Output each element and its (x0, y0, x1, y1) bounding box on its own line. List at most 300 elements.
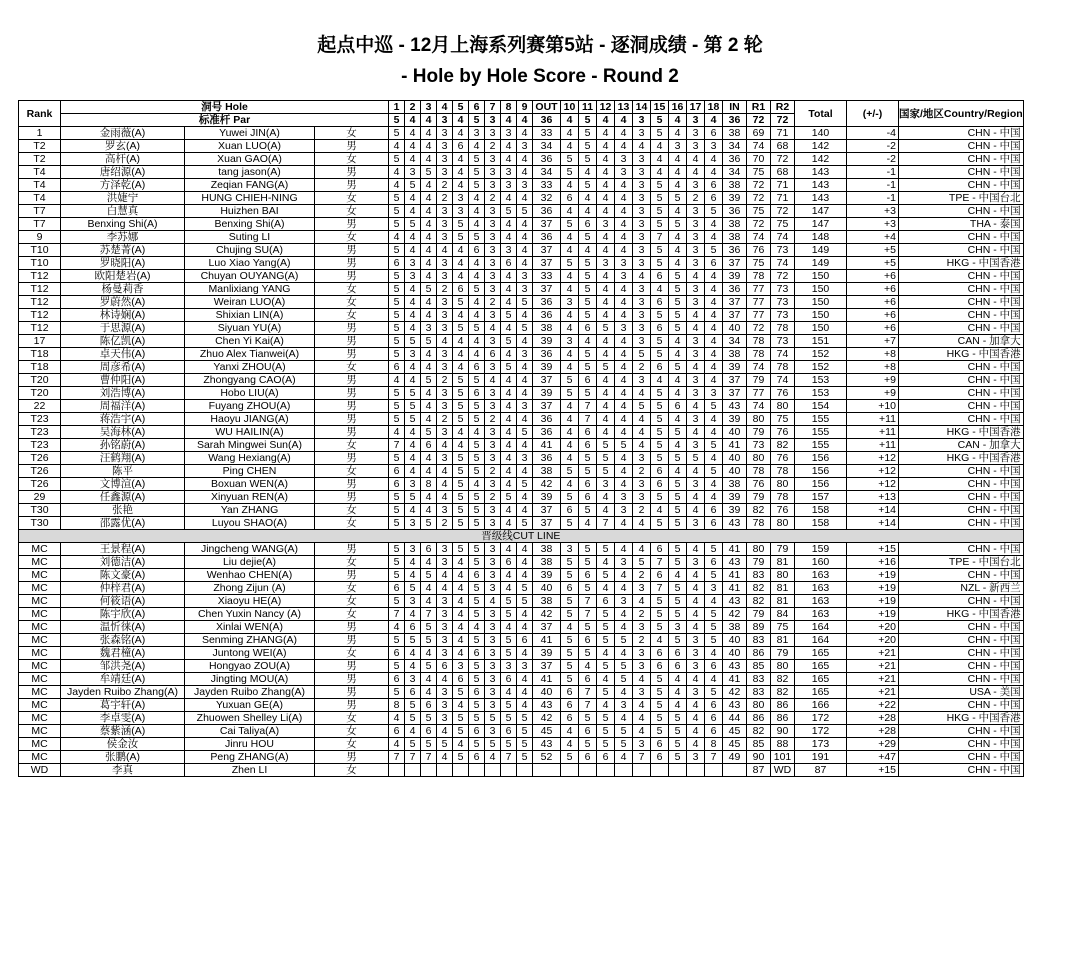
table-cell: 42 (723, 686, 747, 699)
table-cell: 41 (533, 634, 561, 647)
table-cell: +22 (847, 699, 899, 712)
table-cell: 72 (747, 192, 771, 205)
table-cell: 5 (469, 712, 485, 725)
table-cell: +19 (847, 569, 899, 582)
table-cell: 6 (579, 569, 597, 582)
table-cell: 4 (615, 348, 633, 361)
table-cell: 林诗娴(A) (61, 309, 185, 322)
table-cell: 4 (633, 413, 651, 426)
score-table (18, 100, 1024, 777)
table-cell: 5 (389, 543, 405, 556)
table-cell: 3 (485, 387, 501, 400)
table-cell: 75 (747, 205, 771, 218)
table-cell: 牟靖廷(A) (61, 673, 185, 686)
table-cell: 5 (389, 283, 405, 296)
table-cell: 4 (453, 699, 469, 712)
table-cell: 5 (389, 400, 405, 413)
table-cell: 3 (485, 231, 501, 244)
table-cell: 3 (687, 283, 705, 296)
table-cell: 41 (723, 543, 747, 556)
table-cell: MC (19, 699, 61, 712)
table-cell: +8 (847, 361, 899, 374)
table-cell: T18 (19, 361, 61, 374)
table-cell: 4 (561, 309, 579, 322)
table-cell: 4 (561, 348, 579, 361)
table-cell: 4 (687, 361, 705, 374)
table-cell: 38 (723, 218, 747, 231)
table-cell: CHN - 中国 (899, 374, 1024, 387)
table-cell: 5 (469, 491, 485, 504)
table-cell: 38 (723, 127, 747, 140)
table-cell: 38 (533, 465, 561, 478)
table-cell: Benxing Shi(A) (61, 218, 185, 231)
table-cell: T12 (19, 283, 61, 296)
table-cell: 5 (501, 205, 517, 218)
table-cell: 29 (19, 491, 61, 504)
table-cell: 6 (469, 647, 485, 660)
table-cell: WD (19, 764, 61, 777)
hole-number-10: 10 (561, 101, 579, 114)
table-cell: 6 (469, 361, 485, 374)
table-cell: +9 (847, 387, 899, 400)
table-cell: 71 (771, 179, 795, 192)
table-cell: 3 (687, 231, 705, 244)
table-cell: TPE - 中国台北 (899, 556, 1024, 569)
table-cell: 4 (615, 296, 633, 309)
table-cell: 5 (517, 712, 533, 725)
table-cell: 5 (579, 543, 597, 556)
table-cell: 4 (501, 465, 517, 478)
table-cell: T12 (19, 270, 61, 283)
table-cell: 5 (453, 517, 469, 530)
cut-line-label: 晋级线CUT LINE (19, 530, 1024, 543)
table-cell: +14 (847, 517, 899, 530)
table-cell: 3 (437, 166, 453, 179)
table-cell: 4 (437, 244, 453, 257)
table-cell: 5 (453, 374, 469, 387)
table-cell: 5 (517, 595, 533, 608)
table-cell: 5 (469, 504, 485, 517)
table-cell: 男 (315, 348, 389, 361)
table-cell: Luyou SHAO(A) (185, 517, 315, 530)
table-cell: 6 (469, 244, 485, 257)
hole-number-r1: R1 (747, 101, 771, 114)
table-cell: 3 (615, 699, 633, 712)
table-cell: 3 (485, 400, 501, 413)
table-row (19, 595, 1024, 608)
table-cell: 3 (437, 699, 453, 712)
table-cell: 163 (795, 582, 847, 595)
table-cell: 3 (687, 348, 705, 361)
table-cell: 4 (705, 478, 723, 491)
table-cell: 5 (469, 374, 485, 387)
table-cell: 5 (705, 543, 723, 556)
table-row (19, 569, 1024, 582)
table-cell: 女 (315, 309, 389, 322)
table-cell: 3 (597, 257, 615, 270)
table-cell: TPE - 中国台北 (899, 192, 1024, 205)
table-cell (561, 764, 579, 777)
table-cell: 4 (405, 296, 421, 309)
table-cell: 3 (687, 335, 705, 348)
table-cell: Hongyao ZOU(A) (185, 660, 315, 673)
table-cell: USA - 美国 (899, 686, 1024, 699)
table-cell: 5 (501, 595, 517, 608)
table-cell: 4 (421, 452, 437, 465)
table-cell: 75 (771, 218, 795, 231)
table-cell: +28 (847, 725, 899, 738)
table-cell: 37 (723, 309, 747, 322)
table-cell: 5 (651, 712, 669, 725)
table-cell: Xuan LUO(A) (185, 140, 315, 153)
table-cell: 3 (485, 426, 501, 439)
table-cell: 6 (501, 257, 517, 270)
table-cell: +9 (847, 374, 899, 387)
table-cell: 5 (705, 634, 723, 647)
table-cell: 163 (795, 595, 847, 608)
table-cell: 5 (501, 712, 517, 725)
table-cell: 52 (533, 751, 561, 764)
table-cell: 4 (517, 543, 533, 556)
table-cell: 4 (405, 647, 421, 660)
table-cell: 155 (795, 426, 847, 439)
table-cell: 6 (561, 699, 579, 712)
table-cell: 5 (485, 712, 501, 725)
table-cell: Wang Hexiang(A) (185, 452, 315, 465)
table-cell: 4 (469, 205, 485, 218)
table-cell: 3 (485, 309, 501, 322)
table-cell: 男 (315, 400, 389, 413)
table-cell: 5 (669, 322, 687, 335)
table-cell: 3 (633, 322, 651, 335)
table-cell: Jingting MOU(A) (185, 673, 315, 686)
table-cell: HKG - 中国香港 (899, 348, 1024, 361)
table-cell: 5 (469, 517, 485, 530)
table-cell: 149 (795, 257, 847, 270)
table-cell: 4 (453, 426, 469, 439)
table-cell: 5 (389, 504, 405, 517)
table-cell: 5 (615, 660, 633, 673)
table-cell: 6 (705, 699, 723, 712)
table-cell: 4 (405, 426, 421, 439)
table-cell: 3 (485, 270, 501, 283)
table-cell: 女 (315, 153, 389, 166)
table-cell: 4 (597, 556, 615, 569)
table-cell: 4 (597, 153, 615, 166)
table-cell: 5 (651, 257, 669, 270)
table-cell: 42 (533, 478, 561, 491)
table-cell: 4 (597, 400, 615, 413)
table-cell: 罗晓阳(A) (61, 257, 185, 270)
table-cell: 陈宇欣(A) (61, 608, 185, 621)
table-cell: T4 (19, 166, 61, 179)
table-cell: 38 (723, 179, 747, 192)
par-2: 4 (405, 114, 421, 127)
table-cell: 5 (561, 569, 579, 582)
table-cell: 男 (315, 140, 389, 153)
par-8: 4 (501, 114, 517, 127)
table-cell: 5 (561, 608, 579, 621)
table-cell: 4 (705, 647, 723, 660)
table-cell: 4 (651, 283, 669, 296)
table-cell: 6 (705, 712, 723, 725)
table-cell: 86 (771, 712, 795, 725)
table-cell: 3 (687, 218, 705, 231)
table-cell: 33 (533, 127, 561, 140)
table-cell: 6 (597, 595, 615, 608)
table-cell: 4 (669, 153, 687, 166)
table-cell: 3 (705, 140, 723, 153)
table-cell: 4 (615, 621, 633, 634)
table-cell: 4 (501, 504, 517, 517)
table-cell: 6 (651, 647, 669, 660)
table-cell: 5 (469, 452, 485, 465)
table-cell: 78 (747, 270, 771, 283)
table-cell: 3 (615, 491, 633, 504)
table-cell: 7 (579, 595, 597, 608)
table-cell: 83 (747, 686, 771, 699)
table-cell: 5 (469, 699, 485, 712)
table-cell: 3 (405, 595, 421, 608)
table-cell: 5 (421, 517, 437, 530)
table-cell: 4 (517, 257, 533, 270)
table-cell: T4 (19, 192, 61, 205)
table-cell: 5 (561, 218, 579, 231)
table-cell: 4 (687, 309, 705, 322)
table-cell: 22 (19, 400, 61, 413)
table-cell: 3 (437, 140, 453, 153)
table-cell: 2 (437, 179, 453, 192)
table-cell: 女 (315, 725, 389, 738)
table-cell: 蔡紫涵(A) (61, 725, 185, 738)
table-cell: 4 (705, 218, 723, 231)
table-cell: 4 (405, 374, 421, 387)
table-cell: 4 (633, 673, 651, 686)
table-cell: 37 (533, 244, 561, 257)
table-cell: 女 (315, 504, 389, 517)
table-cell: 5 (405, 738, 421, 751)
table-cell: 3 (633, 686, 651, 699)
table-cell: 4 (615, 374, 633, 387)
table-cell: 36 (723, 153, 747, 166)
table-cell: 7 (389, 751, 405, 764)
hole-number-13: 13 (615, 101, 633, 114)
table-cell: MC (19, 543, 61, 556)
table-cell: +7 (847, 335, 899, 348)
table-cell: Boxuan WEN(A) (185, 478, 315, 491)
table-cell: +6 (847, 283, 899, 296)
table-cell: 4 (687, 673, 705, 686)
table-cell: 40 (723, 647, 747, 660)
table-cell: 5 (579, 504, 597, 517)
table-cell: 3 (437, 400, 453, 413)
table-cell: 5 (501, 491, 517, 504)
table-cell: 5 (669, 738, 687, 751)
table-cell: 5 (687, 452, 705, 465)
table-cell: 4 (501, 283, 517, 296)
table-cell: 68 (771, 166, 795, 179)
table-cell: 7 (579, 699, 597, 712)
table-cell: 2 (437, 413, 453, 426)
table-cell (389, 764, 405, 777)
table-cell: 4 (705, 335, 723, 348)
table-cell: 曹仲阳(A) (61, 374, 185, 387)
table-cell: 4 (517, 465, 533, 478)
table-cell: 4 (469, 257, 485, 270)
table-cell: 孙铭蔚(A) (61, 439, 185, 452)
table-cell: 4 (615, 452, 633, 465)
table-cell: 41 (723, 569, 747, 582)
table-cell: Luo Xiao Yang(A) (185, 257, 315, 270)
table-cell: 5 (651, 413, 669, 426)
table-cell: 4 (517, 244, 533, 257)
table-cell: 4 (405, 192, 421, 205)
table-cell: 5 (669, 634, 687, 647)
table-cell: 4 (437, 582, 453, 595)
table-cell: 6 (453, 140, 469, 153)
table-cell: 4 (421, 413, 437, 426)
table-row (19, 621, 1024, 634)
table-cell: 5 (651, 439, 669, 452)
table-cell: 7 (579, 413, 597, 426)
table-cell: HKG - 中国香港 (899, 712, 1024, 725)
table-cell: 165 (795, 660, 847, 673)
table-cell: 5 (421, 426, 437, 439)
table-cell: 4 (669, 257, 687, 270)
table-cell: 男 (315, 335, 389, 348)
table-cell: 75 (771, 621, 795, 634)
table-cell: 4 (705, 322, 723, 335)
table-cell: 4 (421, 270, 437, 283)
table-row (19, 673, 1024, 686)
table-cell: T23 (19, 413, 61, 426)
table-cell: 3 (405, 673, 421, 686)
table-cell: 4 (561, 478, 579, 491)
hole-number-9: 9 (517, 101, 533, 114)
table-cell: 5 (453, 296, 469, 309)
table-cell: 4 (453, 179, 469, 192)
table-cell (421, 764, 437, 777)
table-cell: 79 (747, 374, 771, 387)
table-cell: 84 (771, 608, 795, 621)
table-cell: 5 (517, 517, 533, 530)
table-cell: 80 (747, 543, 771, 556)
table-row (19, 504, 1024, 517)
table-cell: 5 (669, 218, 687, 231)
table-cell: 71 (771, 192, 795, 205)
table-cell: 5 (561, 517, 579, 530)
table-cell: 男 (315, 374, 389, 387)
table-cell: Xiaoyu HE(A) (185, 595, 315, 608)
par-r1: 72 (747, 114, 771, 127)
par-out: 36 (533, 114, 561, 127)
hole-number-1: 1 (389, 101, 405, 114)
table-cell: 42 (723, 608, 747, 621)
table-row (19, 478, 1024, 491)
table-cell: Zhongyang CAO(A) (185, 374, 315, 387)
table-cell: 4 (651, 374, 669, 387)
table-cell: +21 (847, 686, 899, 699)
table-cell: MC (19, 569, 61, 582)
table-cell: 3 (469, 127, 485, 140)
table-cell: 4 (597, 426, 615, 439)
table-cell: 4 (501, 426, 517, 439)
table-row (19, 738, 1024, 751)
table-cell: 36 (533, 426, 561, 439)
table-cell: 7 (421, 608, 437, 621)
table-cell: 3 (633, 478, 651, 491)
table-cell: 6 (453, 673, 469, 686)
table-cell: 36 (533, 153, 561, 166)
table-cell: 4 (421, 244, 437, 257)
table-cell: 4 (615, 335, 633, 348)
table-cell: 149 (795, 244, 847, 257)
table-cell: 5 (517, 738, 533, 751)
table-cell: 5 (669, 478, 687, 491)
table-cell: 5 (405, 335, 421, 348)
table-cell: 43 (723, 517, 747, 530)
table-cell: 4 (669, 179, 687, 192)
table-cell: 44 (723, 712, 747, 725)
table-cell: 3 (687, 647, 705, 660)
table-cell: MC (19, 595, 61, 608)
table-cell: 5 (561, 673, 579, 686)
table-cell: 3 (485, 153, 501, 166)
table-cell: T12 (19, 309, 61, 322)
table-cell: 5 (597, 465, 615, 478)
table-row (19, 712, 1024, 725)
table-cell: 3 (485, 205, 501, 218)
table-row (19, 439, 1024, 452)
table-cell: +3 (847, 218, 899, 231)
table-cell: Peng ZHANG(A) (185, 751, 315, 764)
table-cell: 89 (747, 621, 771, 634)
table-cell: 4 (633, 270, 651, 283)
table-cell: 3 (501, 127, 517, 140)
table-cell: 4 (579, 166, 597, 179)
table-cell: 69 (747, 127, 771, 140)
table-cell: 36 (723, 205, 747, 218)
table-cell: 女 (315, 296, 389, 309)
table-cell: 4 (421, 673, 437, 686)
table-cell: 72 (747, 322, 771, 335)
table-cell: 3 (437, 712, 453, 725)
table-cell: 5 (651, 335, 669, 348)
table-cell: 3 (405, 478, 421, 491)
table-cell: 5 (405, 218, 421, 231)
table-cell: +6 (847, 322, 899, 335)
table-cell: 73 (771, 244, 795, 257)
table-cell: 3 (633, 218, 651, 231)
table-cell: 6 (405, 621, 421, 634)
table-cell: 4 (421, 205, 437, 218)
table-cell: 4 (501, 439, 517, 452)
table-cell: 3 (437, 504, 453, 517)
table-cell: 5 (579, 647, 597, 660)
hole-number-15: 15 (651, 101, 669, 114)
table-cell: 39 (533, 387, 561, 400)
table-cell: 4 (669, 127, 687, 140)
table-cell: 4 (561, 283, 579, 296)
table-cell: 5 (615, 634, 633, 647)
table-cell: 9 (19, 231, 61, 244)
table-cell: 4 (687, 400, 705, 413)
table-cell: 4 (501, 348, 517, 361)
table-cell: 74 (747, 140, 771, 153)
table-cell: 79 (747, 556, 771, 569)
table-cell: 汪鹤翔(A) (61, 452, 185, 465)
table-cell: Huizhen BAI (185, 205, 315, 218)
